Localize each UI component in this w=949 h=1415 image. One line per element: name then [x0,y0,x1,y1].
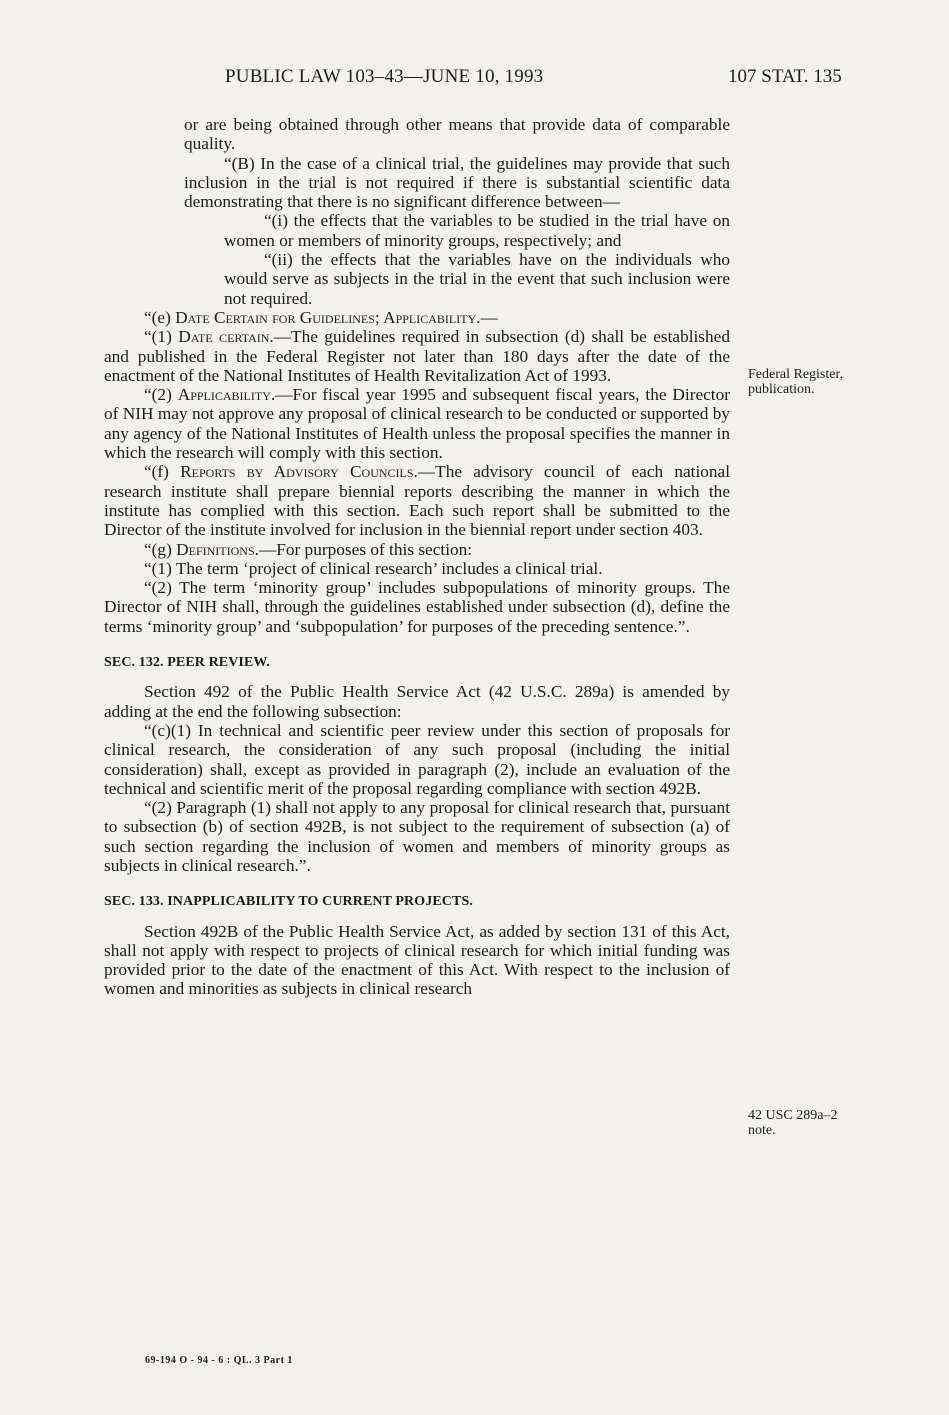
subsection-e: “(e) Date Certain for Guidelines; Applicability.— [144,307,498,327]
printer-code: 69-194 O - 94 - 6 : QL. 3 Part 1 [145,1355,293,1366]
page-header [0,66,949,90]
section-132-paragraph: Section 492 of the Public Health Service Act (42 U.S.C. 289a) is amended by adding at the end the following subsection: [104,682,730,721]
paragraph-e-2: “(2) Applicability.—For fiscal year 1995 and subsequent fiscal years, the Director of NIH may not approve any proposal of clinical research to be conducted or supported by any agency of the National Institutes of Health unless the proposal specifies the manner in which the research will comply with this section. [104,385,730,463]
paragraph-g-2: “(2) The term ‘minority group’ includes subpopulations of minority groups. The Director of NIH shall, through the guidelines established under subsection (d), define the terms ‘minority group’ and ‘subpopulation’ for purposes of the preceding sentence.”. [104,578,730,636]
paragraph-b-i: “(i) the effects that the variables to be studied in the trial have on women or members of minority groups, respectively; and [224,211,730,250]
subsection-g-heading: Definitions. [176,539,259,559]
subsection-e-heading: Date Certain for Guidelines; Applicability. [175,307,481,327]
running-title: PUBLIC LAW 103–43—JUNE 10, 1993 [225,66,544,87]
section-132-paragraph: “(2) Paragraph (1) shall not apply to any proposal for clinical research that, pursuant to subsection (b) of section 492B, is not subject to the requirement of subsection (a) of such section regarding the inclusion of women and members of minority groups as subjects in clinical research.”. [104,798,730,875]
paragraph: or are being obtained through other means that provide data of comparable quality. [184,115,730,154]
section-133-paragraph: Section 492B of the Public Health Service Act, as added by section 131 of this Act, shall not apply with respect to projects of clinical research for which initial funding was provided prior to the date of the enactment of this Act. With respect to the inclusion of women and minorities as subjects in clinical research [104,921,730,999]
section-132-paragraph: “(c)(1) In technical and scientific peer review under this section of proposals for clinical research, the consideration of any such proposal (including the initial consideration) shall, except as provided in paragraph (2), include an evaluation of the technical and scientific merit of the proposal regarding compliance with section 492B. [104,720,730,798]
paragraph-g-1: “(1) The term ‘project of clinical research’ includes a clinical trial. [144,558,603,578]
paragraph-b: “(B) In the case of a clinical trial, the guidelines may provide that such inclusion in the trial is not required if there is substantial scientific data demonstrating that there is no significant difference between— [184,153,730,212]
subsection-f-heading: Reports by Advisory Councils. [180,462,418,482]
main-text [104,115,730,999]
paragraph-b-ii: “(ii) the effects that the variables have on the individuals who would serve as subjects in the trial in the event that such inclusion were not required. [224,250,730,308]
margin-note-federal-register: Federal Register, publication. [748,367,844,397]
paragraph-e-2-heading: Applicability. [177,385,276,405]
stat-page-number: 107 STAT. 135 [728,66,842,87]
section-132-heading: SEC. 132. PEER REVIEW. [104,655,270,671]
subsection-f: “(f) Reports by Advisory Councils.—The advisory council of each national research institute shall prepare biennial reports describing the manner in which the institute has complied with this section. Each such report shall be submitted to the Director of the institute involved for inclusion in the biennial report under section 403. [104,462,731,540]
section-133-heading: SEC. 133. INAPPLICABILITY TO CURRENT PROJECTS. [104,894,473,910]
subsection-g: “(g) Definitions.—For purposes of this section: [144,539,473,559]
paragraph-e-1-heading: Date certain. [178,327,274,347]
paragraph-e-1: “(1) Date certain.—The guidelines required in subsection (d) shall be established and published in the Federal Register not later than 180 days after the date of the enactment of the National Institutes of Health Revitalization Act of 1993. [104,327,730,385]
margin-note-usc: 42 USC 289a–2 note. [748,1108,838,1138]
